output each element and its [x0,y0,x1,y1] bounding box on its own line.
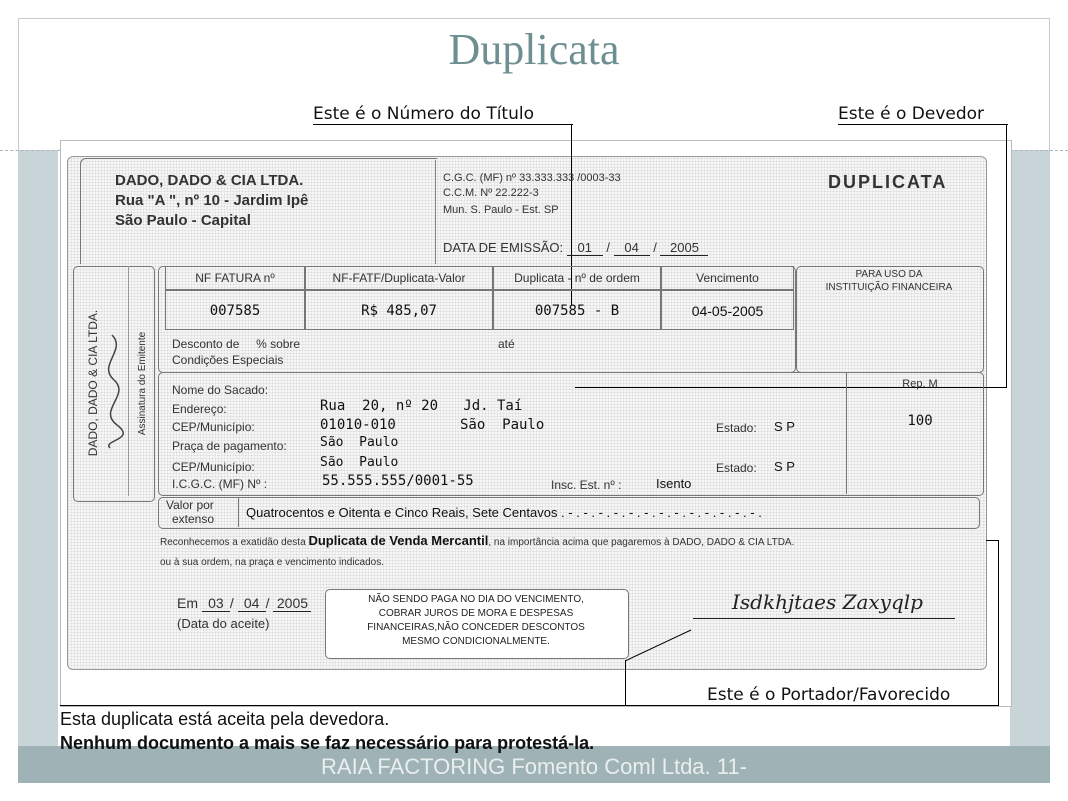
extenso-label-2: extenso [172,512,215,526]
icgc-value: 55.555.555/0001-55 [322,473,474,489]
desconto-de [172,337,300,351]
issuer-name: DADO, DADO & CIA LTDA. [115,172,304,189]
note-line-2: Nenhum documento a mais se faz necessário para protestá-la. [60,733,595,753]
municipio-value: São Paulo [460,417,545,433]
aceite-year: 2005 [273,595,311,612]
divider-right [1010,150,1068,151]
leader-line-devedor-v [1006,124,1007,388]
aceite-data-label: (Data do aceite) [177,616,270,631]
inst-label-2: INSTITUIÇÃO FINANCEIRA [825,282,953,293]
col-header-nf-fatura: NF FATURA nº [165,266,305,290]
desconto-label: Desconto de [172,337,240,351]
issuer-city: São Paulo - Capital [115,212,251,229]
annotation-underline-devedor [838,124,1008,125]
signature-line [693,618,955,619]
pct-sobre-label: % sobre [256,337,301,351]
annotation-portador: Este é o Portador/Favorecido [707,685,951,705]
declaracao-bold: Duplicata de Venda Mercantil [308,533,489,548]
extenso-text: Quatrocentos e Oitenta e Cinco Reais, Sete Centavos . - . - . - . - . - . - . - . - . - . - . - . - . - . [246,505,762,520]
divider-left [0,150,60,151]
slide-right-band [1010,150,1050,760]
emissao-year: 2005 [660,240,708,256]
aceite-date: Em 03 / 04 / 2005 [177,595,311,612]
rep-label: Rep. M [902,378,938,390]
aceite-day: 03 [202,595,230,612]
warning-line-4: MESMO CONDICIONALMENTE. [402,636,550,647]
leader-line-portador-v [998,540,999,705]
estado-label: Estado: [716,421,757,435]
emitente-name: DADO, DADO & CIA LTDA. [86,309,101,457]
annotation-devedor: Este é o Devedor [838,104,985,124]
estado-value: S P [774,419,795,434]
warning-line-3: FINANCEIRAS,NÃO CONCEDER DESCONTOS [367,622,585,633]
emitente-signature-scribble [92,330,132,450]
cep-label: CEP/Município: [172,420,255,434]
ate-label: até [498,337,515,351]
emissao-month: 04 [614,240,650,256]
sacado-signature: Isdkhjtaes Zaxyqlp [732,590,923,614]
col-header-vencimento: Vencimento [661,266,794,290]
extenso-divider [238,497,239,527]
cell-valor: R$ 485,07 [305,290,493,330]
issuer-municipio: Mun. S. Paulo - Est. SP [443,204,559,216]
document-type: DUPLICATA [828,172,948,192]
assinatura-emitente-label: Assinatura do Emitente [137,331,149,435]
extenso-label-1: Valor por [166,498,214,512]
rep-value: 100 [907,413,933,429]
cep2-value: São Paulo [320,455,399,470]
issuer-address: Rua "A ", nº 10 - Jardim Ipê [115,192,309,209]
note-line-1: Esta duplicata está aceita pela devedora. [60,709,390,729]
estado2-value: S P [774,459,795,474]
issuer-divider [435,160,436,264]
aceite-month: 04 [238,595,266,612]
praca-label: Praça de pagamento: [172,439,287,453]
leader-line-portador-top [986,540,998,541]
insc-value: Isento [656,476,692,491]
leader-line-portador-h [60,705,999,706]
issuer-cgc: C.G.C. (MF) nº 33.333.333 /0003-33 [443,172,621,184]
annotation-numero-titulo: Este é o Número do Título [313,104,534,124]
cell-nf-fatura: 007585 [165,290,305,330]
leader-line-sig-v [625,660,626,705]
warning-line-1: NÃO SENDO PAGA NO DIA DO VENCIMENTO, [368,594,584,605]
warning-line-2: COBRAR JUROS DE MORA E DESPESAS [378,608,574,619]
issuer-ccm: C.C.M. Nº 22.222-3 [443,187,539,199]
annotation-underline-titulo [313,124,573,125]
cell-vencimento: 04-05-2005 [661,290,794,330]
endereco-label: Endereço: [172,402,227,416]
declaracao-post: , na importância acima que pagaremos à DADO, DADO & CIA LTDA. [488,537,795,548]
col-header-valor: NF-FATF/Duplicata-Valor [305,266,493,290]
cep-value: 01010-010 [320,417,396,433]
insc-label: Insc. Est. nº : [551,478,622,492]
slide-title: Duplicata [448,25,620,74]
nome-sacado-label: Nome do Sacado: [172,383,269,397]
rep-divider [846,372,847,494]
cell-ordem: 007585 - B [493,290,661,330]
data-emissao: DATA DE EMISSÃO: 01 / 04 / 2005 [443,240,708,256]
data-emissao-label: DATA DE EMISSÃO: [443,240,564,255]
declaracao-line-1 [160,533,794,548]
declaracao-line-2: ou à sua ordem, na praça e vencimento indicados. [160,557,385,568]
endereco-value: Rua 20, nº 20 Jd. Taí [320,398,523,414]
emissao-day: 01 [567,240,603,256]
assinatura-label-wrap [128,266,158,500]
slide-left-band [18,150,58,760]
leader-line-sig-diag [625,628,695,662]
inst-label-1: PARA USO DA [855,269,923,280]
praca-value: São Paulo [320,435,399,450]
col-header-ordem: Duplicata - nº de ordem [493,266,661,290]
cep2-label: CEP/Município: [172,460,255,474]
aceite-em: Em [177,595,198,611]
estado2-label: Estado: [716,461,757,475]
warning-text [325,593,627,649]
slide-footer: RAIA FACTORING Fomento Coml Ltda. 11- [321,754,747,779]
icgc-label: I.C.G.C. (MF) Nº : [172,477,268,491]
condicoes-especiais: Condições Especiais [172,353,284,367]
declaracao-pre: Reconhecemos a exatidão desta [160,537,306,548]
